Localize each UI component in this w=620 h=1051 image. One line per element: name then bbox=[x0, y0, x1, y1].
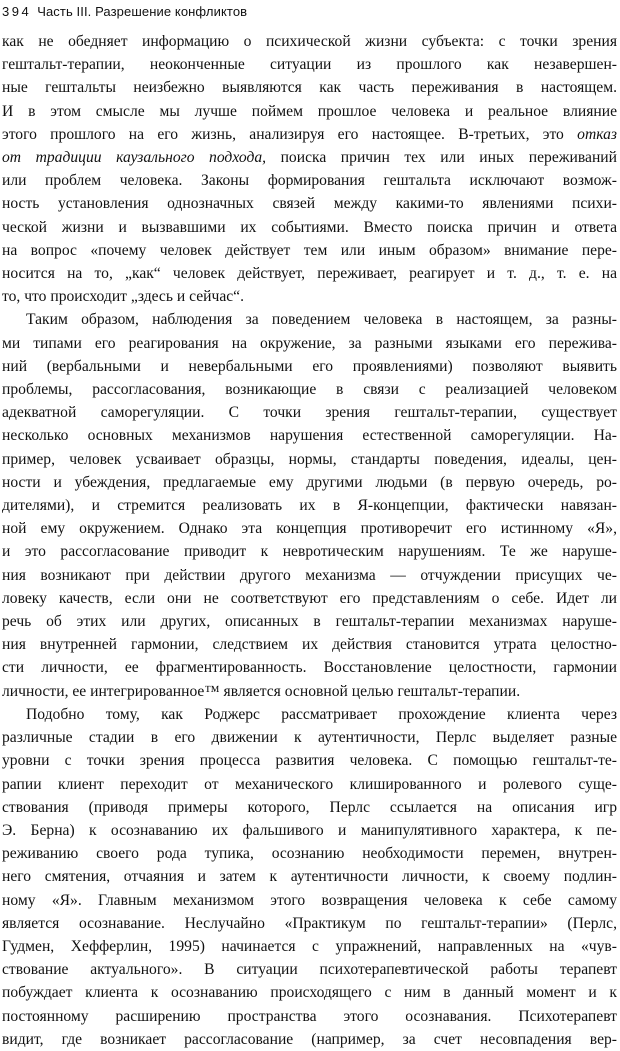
text-line: как не обедняет информацию о психической жизни субъекта: с точки зрения bbox=[2, 33, 617, 50]
text-line: Подобно тому, как Роджерс рассматривает прохождение клиента через bbox=[26, 705, 617, 723]
text-line: ческой жизни и вызвавшими их событиями. Вместо поиска причин и ответа bbox=[2, 218, 617, 236]
text-line: И в этом смысле мы лучше поймем прошлое человека и реальное влияние bbox=[2, 102, 617, 120]
page-number: 394 bbox=[2, 4, 32, 19]
text-line: реживанию своего рода тупика, осознанию необходимости перемен, внутрен- bbox=[2, 845, 617, 863]
text-line: личности, ее интегрированное™ является основной целью гештальт-терапии. bbox=[2, 682, 521, 700]
emphasis-run: от традиции каузального подхода, bbox=[2, 149, 267, 167]
text-line: Гудмен, Хефферлин, 1995) начинается с упражнений, направленных на «чув- bbox=[2, 937, 617, 955]
text-line: ности и убеждения, предлагаемые ему другими людьми (в первую очередь, ро- bbox=[2, 473, 617, 491]
text-line: него смятения, отчаяния и затем к аутентичности личности, к своему подлин- bbox=[2, 868, 617, 886]
text-line bbox=[2, 123, 617, 146]
text-line: ность установления однозначных связей между какими-то явлениями психи- bbox=[2, 195, 617, 213]
text-line: ствования (приводя примеры которого, Перлс ссылается на описания игр bbox=[2, 798, 617, 816]
text-line: постоянному расширению пространства этого осознавания. Психотерапевт bbox=[2, 1007, 617, 1025]
emphasis-run: отказ bbox=[577, 125, 617, 143]
text-line: пример, человек усваивает образцы, нормы, стандарты поведения, идеалы, цен- bbox=[2, 450, 617, 468]
text-line: ми типами его реагирования на окружение, за разными языками его пережива- bbox=[2, 334, 617, 352]
text-line: и это рассогласование приводит к невротическим нарушениям. Те же наруше- bbox=[2, 543, 617, 561]
section-title: Часть III. Разрешение конфликтов bbox=[37, 4, 248, 19]
text-line: дителями), и стремится реализовать их в Я-концепции, фактически навязан- bbox=[2, 497, 617, 515]
text-line: ной ему окружением. Однако эта концепция противоречит его истинному «Я», bbox=[2, 520, 617, 538]
text-line: адекватной саморегуляции. С точки зрения гештальт-терапии, существует bbox=[2, 404, 617, 422]
text-line: ния внутренней гармонии, следствием их действия становится утрата целостно- bbox=[2, 636, 617, 654]
text-line: видит, где возникает рассогласование (например, за счет несовпадения вер- bbox=[2, 1030, 617, 1048]
text-line: гештальт-терапии, неоконченные ситуации из прошлого как незавершен- bbox=[2, 56, 617, 74]
text-line: сти личности, ее фрагментированность. Восстановление целостности, гармонии bbox=[2, 659, 617, 677]
text-line bbox=[2, 146, 617, 169]
text-line: ния возникают при действии другого механизма — отчуждении присущих че- bbox=[2, 566, 617, 584]
text-line: различные стадии в его движении к аутентичности, Перлс выделяет разные bbox=[2, 729, 617, 747]
text-line: проблемы, рассогласования, возникающие в связи с реализацией человеком bbox=[2, 381, 617, 399]
text-line: ствование актуального». В ситуации психотерапевтической работы терапевт bbox=[2, 961, 617, 979]
running-header bbox=[2, 4, 247, 20]
text-line: то, что происходит „здесь и сейчас“. bbox=[2, 288, 244, 306]
text-line: ному «Я». Главным механизмом этого возвращения человека к себе самому bbox=[2, 891, 617, 909]
text-line: Э. Берна) к осознаванию их фальшивого и манипулятивного характера, к пе- bbox=[2, 821, 617, 839]
text-line: уровни с точки зрения процесса развития человека. С помощью гештальт-те- bbox=[2, 752, 617, 770]
text-line: ний (вербальными и невербальными его проявлениями) позволяют выявить bbox=[2, 357, 617, 375]
text-run: этого прошлого на его жизнь, анализируя его настоящее. В-третьих, это bbox=[2, 125, 578, 143]
text-line: ловеку качеств, если они не соответствуют его представлениям о себе. Идет ли bbox=[2, 589, 617, 607]
text-line: несколько основных механизмов нарушения естественной саморегуляции. На- bbox=[2, 427, 617, 445]
text-line: или проблем человека. Законы формирования гештальта исключают возмож- bbox=[2, 172, 617, 190]
text-line: рапии клиент переходит от механического клишированного и ролевого суще- bbox=[2, 775, 617, 793]
text-run: поиска причин тех или иных переживаний bbox=[266, 149, 617, 167]
text-line: побуждает клиента к осознаванию происходящего с ним в данный момент и к bbox=[2, 984, 617, 1002]
text-line: является осознавание. Неслучайно «Практикум по гештальт-терапии» (Перлс, bbox=[2, 914, 617, 932]
text-line: на вопрос «почему человек действует тем или иным образом» внимание пере- bbox=[2, 241, 617, 259]
text-line: ные гештальты неизбежно выявляются как часть переживания в настоящем. bbox=[2, 79, 617, 97]
body-text bbox=[2, 30, 617, 1051]
text-line: носится на то, „как“ человек действует, переживает, реагирует и т. д., т. е. на bbox=[2, 265, 617, 283]
text-line: речь об этих или других, описанных в гештальт-терапии механизмах наруше- bbox=[2, 613, 617, 631]
text-line: Таким образом, наблюдения за поведением человека в настоящем, за разны- bbox=[26, 311, 617, 329]
